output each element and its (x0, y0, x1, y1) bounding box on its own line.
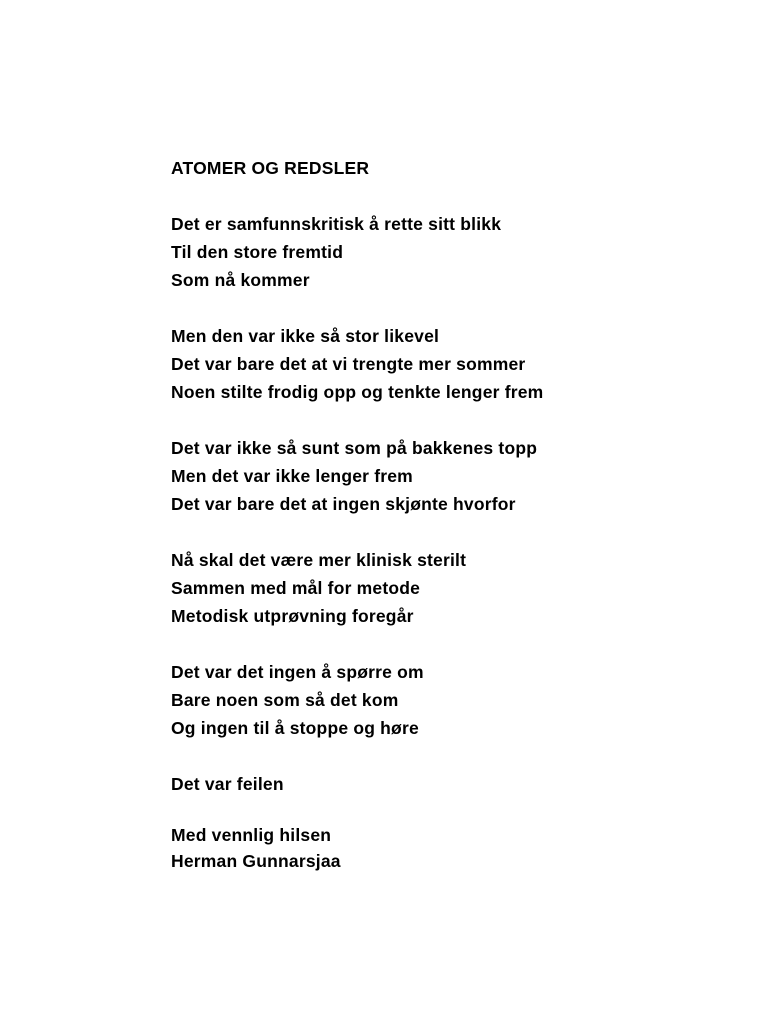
stanza-4 (171, 546, 731, 630)
poem-line: Men den var ikke så stor likevel (171, 326, 440, 346)
poem-line: Noen stilte frodig opp og tenkte lenger frem (171, 382, 544, 402)
poem-line: Og ingen til å stoppe og høre (171, 718, 419, 738)
stanza-3 (171, 434, 731, 518)
poem-line: Som nå kommer (171, 270, 310, 290)
stanza-5 (171, 658, 731, 742)
poem-line: Det var det ingen å spørre om (171, 662, 424, 682)
signature-name: Herman Gunnarsjaa (171, 851, 341, 871)
poem-line: Det er samfunnskritisk å rette sitt blikk (171, 214, 502, 234)
poem-title: ATOMER OG REDSLER (171, 158, 370, 178)
poem-line: Til den store fremtid (171, 242, 344, 262)
stanza-2 (171, 322, 731, 406)
poem-line: Sammen med mål for metode (171, 578, 421, 598)
poem (171, 154, 731, 874)
poem-line: Metodisk utprøvning foregår (171, 606, 414, 626)
poem-line: Bare noen som så det kom (171, 690, 399, 710)
poem-line: Men det var ikke lenger frem (171, 466, 413, 486)
poem-line: Nå skal det være mer klinisk sterilt (171, 550, 467, 570)
signature-block (171, 822, 731, 874)
poem-line: Det var ikke så sunt som på bakkenes topp (171, 438, 538, 458)
closing-line: Det var feilen (171, 774, 284, 794)
poem-line: Det var bare det at ingen skjønte hvorfor (171, 494, 516, 514)
stanza-1 (171, 210, 731, 294)
signature-greeting: Med vennlig hilsen (171, 825, 332, 845)
poem-line: Det var bare det at vi trengte mer sommer (171, 354, 526, 374)
